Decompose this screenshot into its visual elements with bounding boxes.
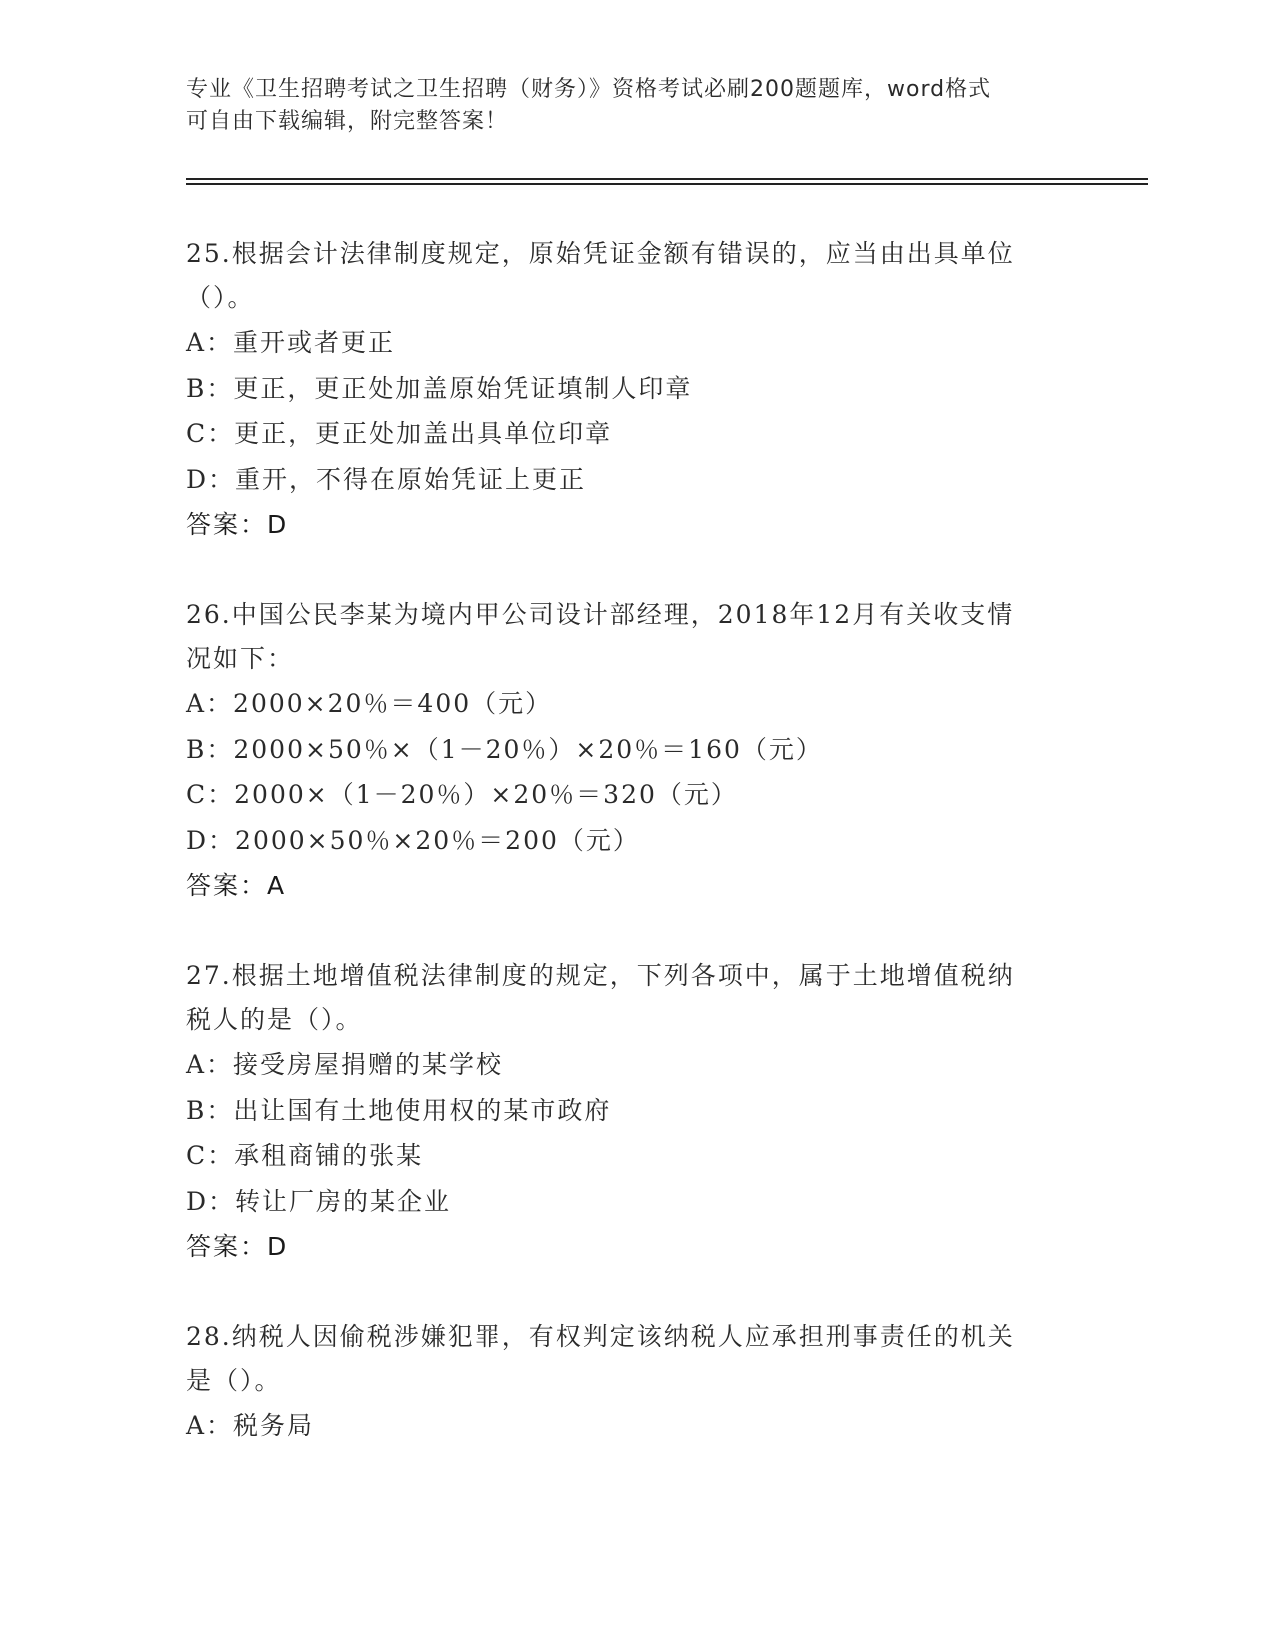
option-d: D：转让厂房的某企业: [186, 1186, 452, 1216]
question-27: [186, 954, 1086, 1269]
option-c: C：2000×（1－20％）×20％＝320（元）: [186, 780, 738, 809]
question-26: [186, 593, 1086, 908]
option-b: B：出让国有土地使用权的某市政府: [186, 1095, 612, 1125]
answer-label: 答案：D: [186, 1232, 289, 1261]
option-b: B：2000×50％×（1－20％）×20％＝160（元）: [186, 734, 823, 764]
option-c: C：承租商铺的张某: [186, 1141, 424, 1170]
question-stem-line: 26.中国公民李某为境内甲公司设计部经理，2018年12月有关收支情: [186, 600, 1015, 629]
option-d: D：重开，不得在原始凭证上更正: [186, 464, 587, 494]
option-d: D：2000×50％×20％＝200（元）: [186, 825, 640, 855]
header-title-line-2: 可自由下载编辑，附完整答案！: [186, 109, 509, 134]
option-b: B：更正，更正处加盖原始凭证填制人印章: [186, 373, 693, 403]
question-stem: [186, 232, 1086, 320]
question-stem-line: 况如下：: [186, 644, 295, 673]
answer-label: 答案：A: [186, 871, 287, 900]
option-a: A：接受房屋捐赠的某学校: [186, 1050, 504, 1079]
question-stem: [186, 1315, 1086, 1403]
option-c: C：更正，更正处加盖出具单位印章: [186, 419, 613, 448]
question-stem: [186, 954, 1086, 1042]
header-divider-top: [186, 178, 1148, 180]
header-divider-bottom: [186, 183, 1148, 185]
option-a: A：2000×20％＝400（元）: [186, 689, 553, 718]
question-stem-line: 28.纳税人因偷税涉嫌犯罪，有权判定该纳税人应承担刑事责任的机关: [186, 1322, 1015, 1351]
question-stem-line: （）。: [186, 283, 255, 312]
question-stem-line: 27.根据土地增值税法律制度的规定，下列各项中，属于土地增值税纳: [186, 961, 1015, 990]
option-a: A：税务局: [186, 1411, 315, 1440]
document-header: [186, 74, 1066, 138]
question-stem: [186, 593, 1086, 681]
question-stem-line: 是（）。: [186, 1366, 282, 1395]
header-title-line-1: 专业《卫生招聘考试之卫生招聘（财务）》资格考试必刷200题题库，word格式: [186, 77, 992, 102]
question-stem-line: 税人的是（）。: [186, 1005, 363, 1034]
option-a: A：重开或者更正: [186, 328, 396, 357]
answer-label: 答案：D: [186, 510, 289, 539]
question-25: [186, 232, 1086, 547]
question-list: [186, 232, 1086, 1449]
question-28: [186, 1315, 1086, 1449]
question-stem-line: 25.根据会计法律制度规定，原始凭证金额有错误的，应当由出具单位: [186, 239, 1015, 268]
